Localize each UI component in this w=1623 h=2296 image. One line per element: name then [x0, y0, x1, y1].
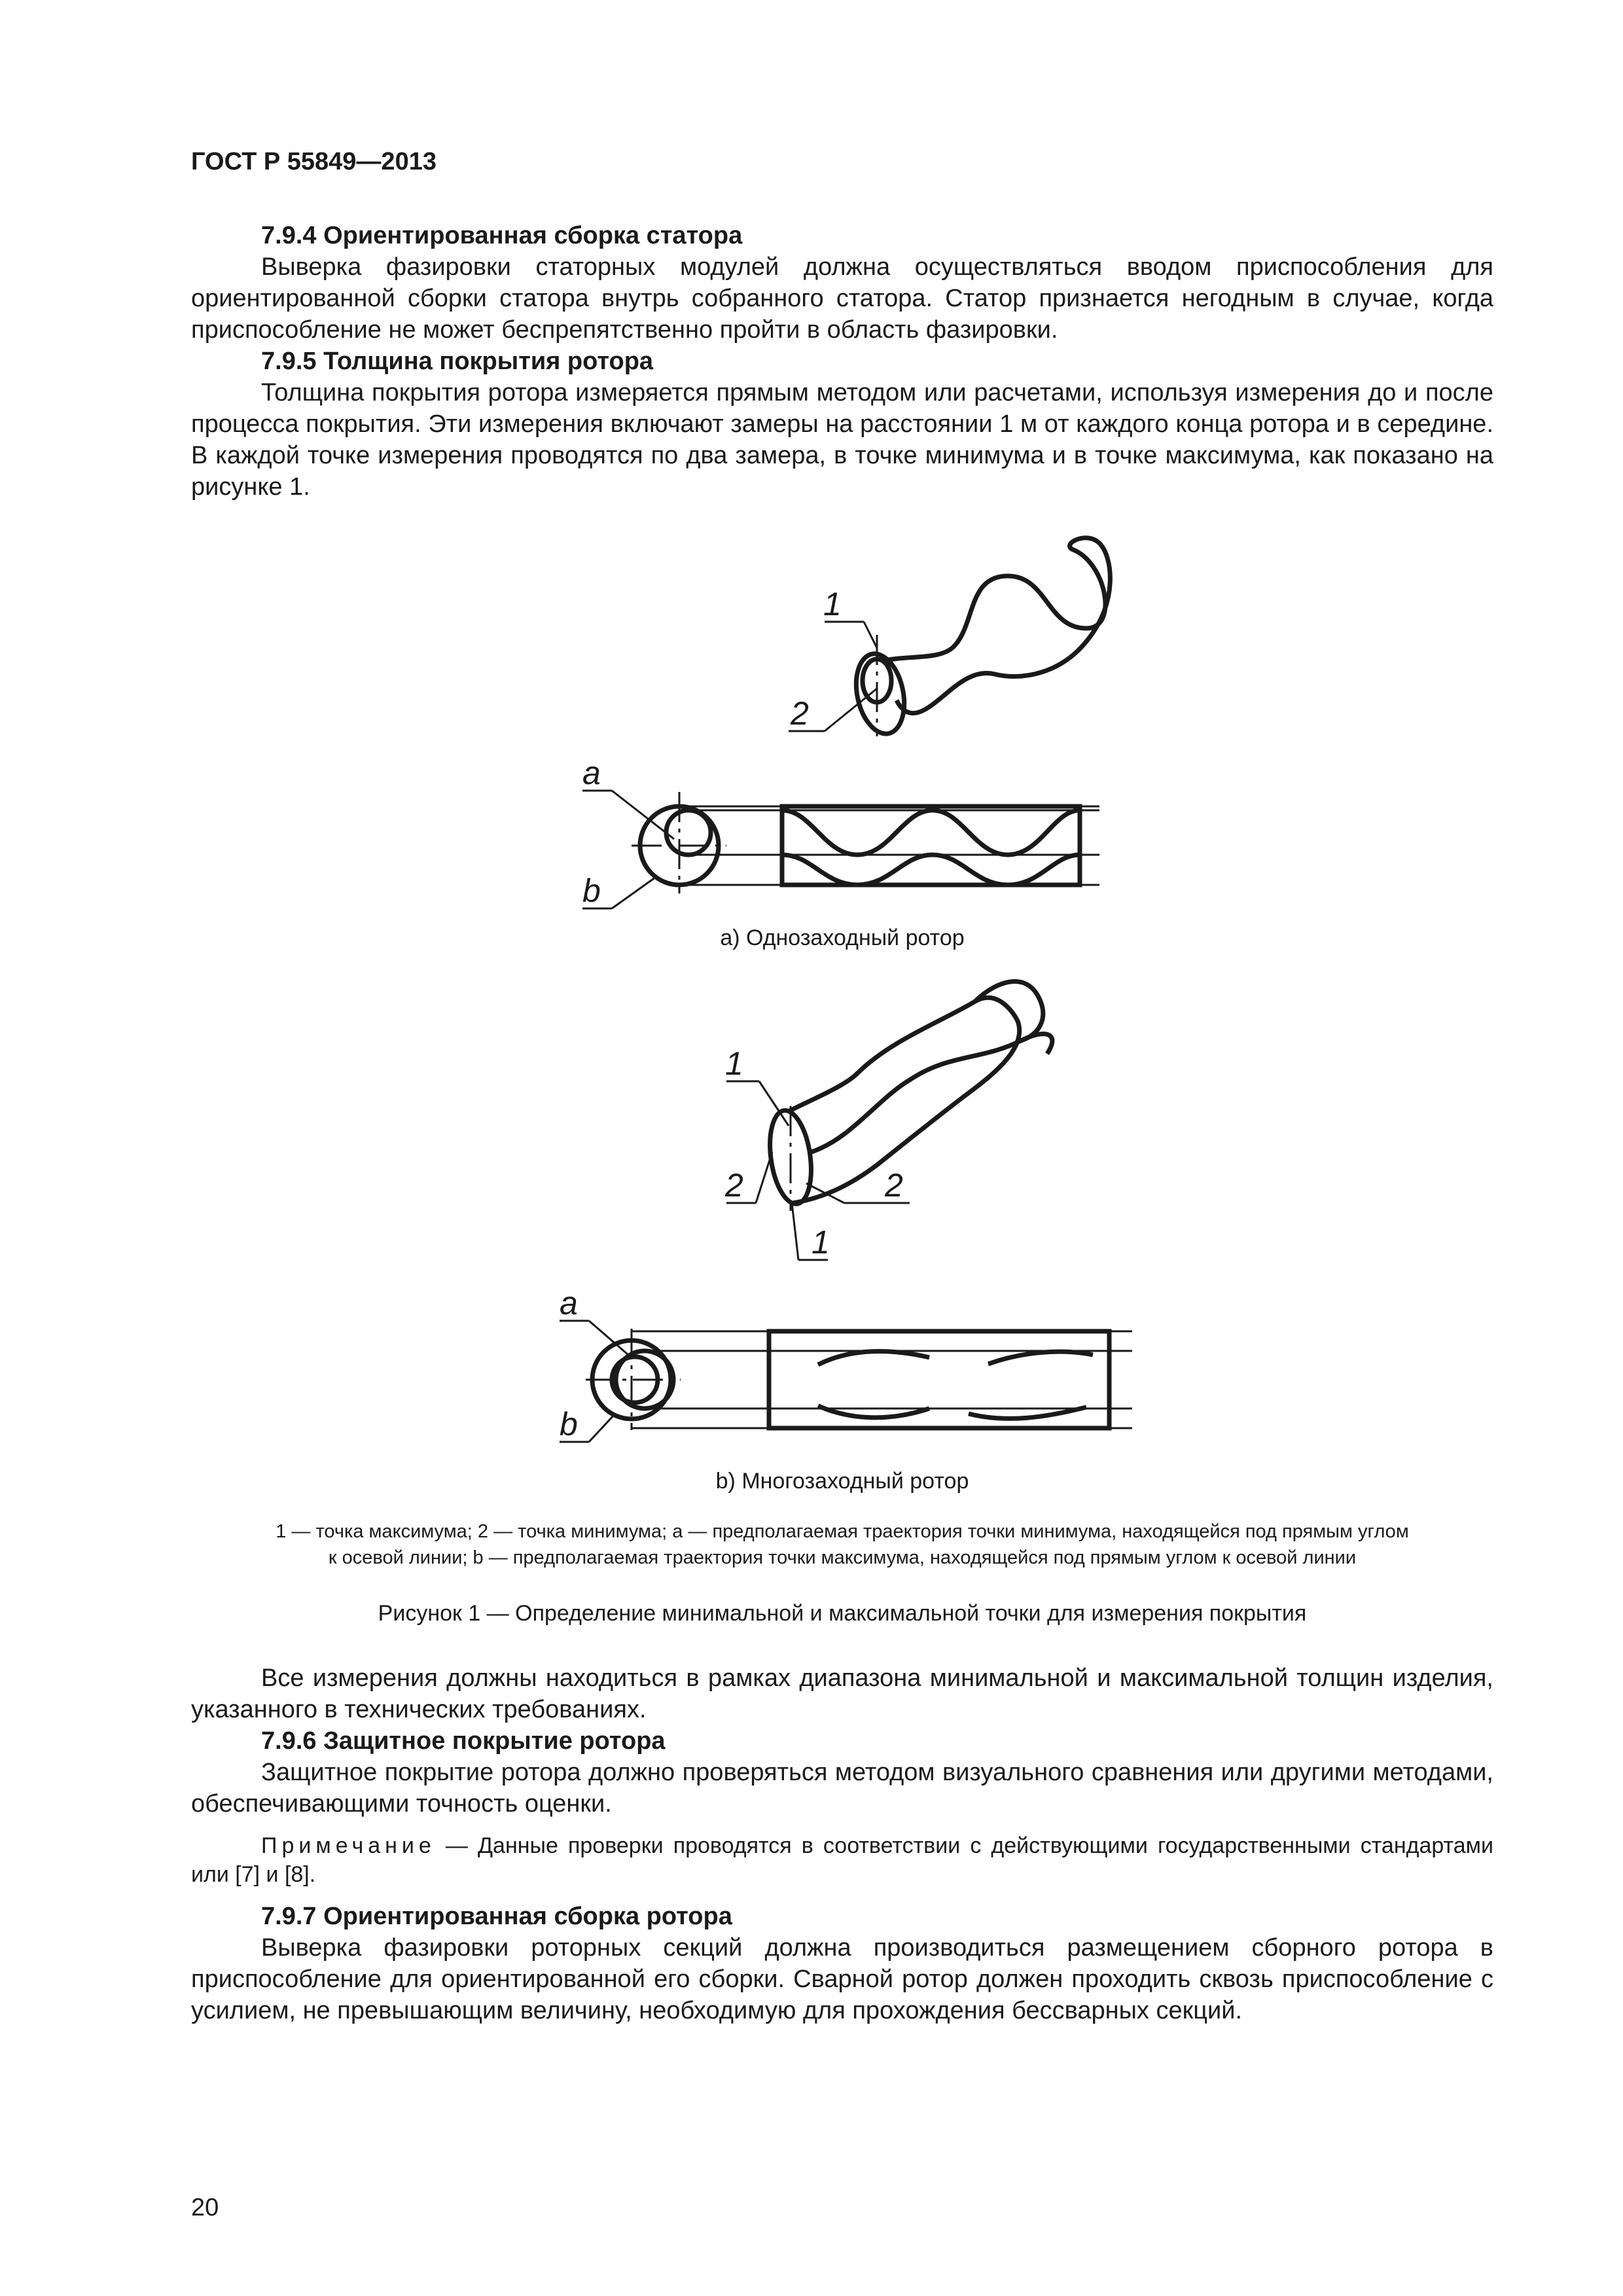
- section-heading: 7.9.4 Ориентированная сборка статора: [261, 222, 743, 249]
- multi-lobe-rotor-side-view: [560, 1321, 1132, 1442]
- figure-legend: [191, 1518, 1493, 1571]
- label-1: 1: [823, 586, 842, 622]
- legend-line: к осевой линии; b — предполагаемая траектория точки максимума, находящейся под прямым углом к осевой линии: [328, 1547, 1357, 1568]
- section-paragraph: Защитное покрытие ротора должно проверяться методом визуального сравнения или другими методами, обеспечивающими точность оценки.: [191, 1759, 1493, 1818]
- label-b: b: [582, 872, 601, 909]
- section-paragraph: Выверка фазировки роторных секций должна производиться размещением сборного ротора в приспособление для ориентированной его сборки. Сварной ротор должен проходить сквозь приспособление с усилием, не превышающим величину, необходимую для прохождения бессварных секций.: [191, 1934, 1493, 2024]
- label-2: 2: [885, 1167, 903, 1204]
- section-heading: 7.9.5 Толщина покрытия ротора: [261, 348, 654, 375]
- single-lobe-rotor-perspective: [789, 538, 1110, 738]
- label-2: 2: [791, 695, 809, 732]
- figure-caption-b: b) Многозаходный ротор: [715, 1469, 969, 1494]
- legend-line: 1 — точка максимума; 2 — точка минимума; a — предполагаемая траектория точки минимума, находящейся под прямым углом: [276, 1521, 1409, 1542]
- note: [191, 1831, 1493, 1889]
- note-text: — Данные проверки проводятся в соответствии с действующими государственными стандартами или [7] и [8].: [191, 1833, 1493, 1887]
- label-a: a: [560, 1285, 578, 1321]
- page-number: 20: [191, 2194, 219, 2221]
- label-a: a: [582, 755, 601, 791]
- note-label: Примечание: [261, 1833, 436, 1858]
- document-header: ГОСТ Р 55849—2013: [191, 148, 437, 175]
- section-heading: 7.9.7 Ориентированная сборка ротора: [261, 1903, 732, 1930]
- section-paragraph: Выверка фазировки статорных модулей должна осуществляться вводом приспособления для ориентированной сборки статора внутрь собранного статора. Статор признается негодным в случае, когда приспособление не может беспрепятственно пройти в область фазировки.: [191, 253, 1493, 344]
- label-1: 1: [812, 1224, 830, 1261]
- section-heading: 7.9.6 Защитное покрытие ротора: [261, 1727, 666, 1755]
- label-2: 2: [725, 1167, 743, 1204]
- label-b: b: [560, 1406, 578, 1443]
- figure-caption-a: а) Однозаходный ротор: [720, 925, 965, 950]
- section-paragraph: Все измерения должны находиться в рамках диапазона минимальной и максимальной толщин изделия, указанного в технических требованиях.: [191, 1664, 1493, 1723]
- section-7-9-6: [191, 1662, 1493, 2026]
- section-paragraph: Толщина покрытия ротора измеряется прямым методом или расчетами, используя измерения до и после процесса покрытия. Эти измерения включают замеры на расстоянии 1 м от каждого конца ротора и в середине. В каждой точке измерения проводятся по два замера, в точке минимума и в точке максимума, как показано на рисунке 1.: [191, 379, 1493, 501]
- figure-title: Рисунок 1 — Определение минимальной и максимальной точки для измерения покрытия: [378, 1601, 1307, 1626]
- label-1: 1: [725, 1045, 743, 1082]
- single-lobe-rotor-side-view: [582, 791, 1099, 908]
- multi-lobe-rotor-perspective: [726, 982, 1052, 1260]
